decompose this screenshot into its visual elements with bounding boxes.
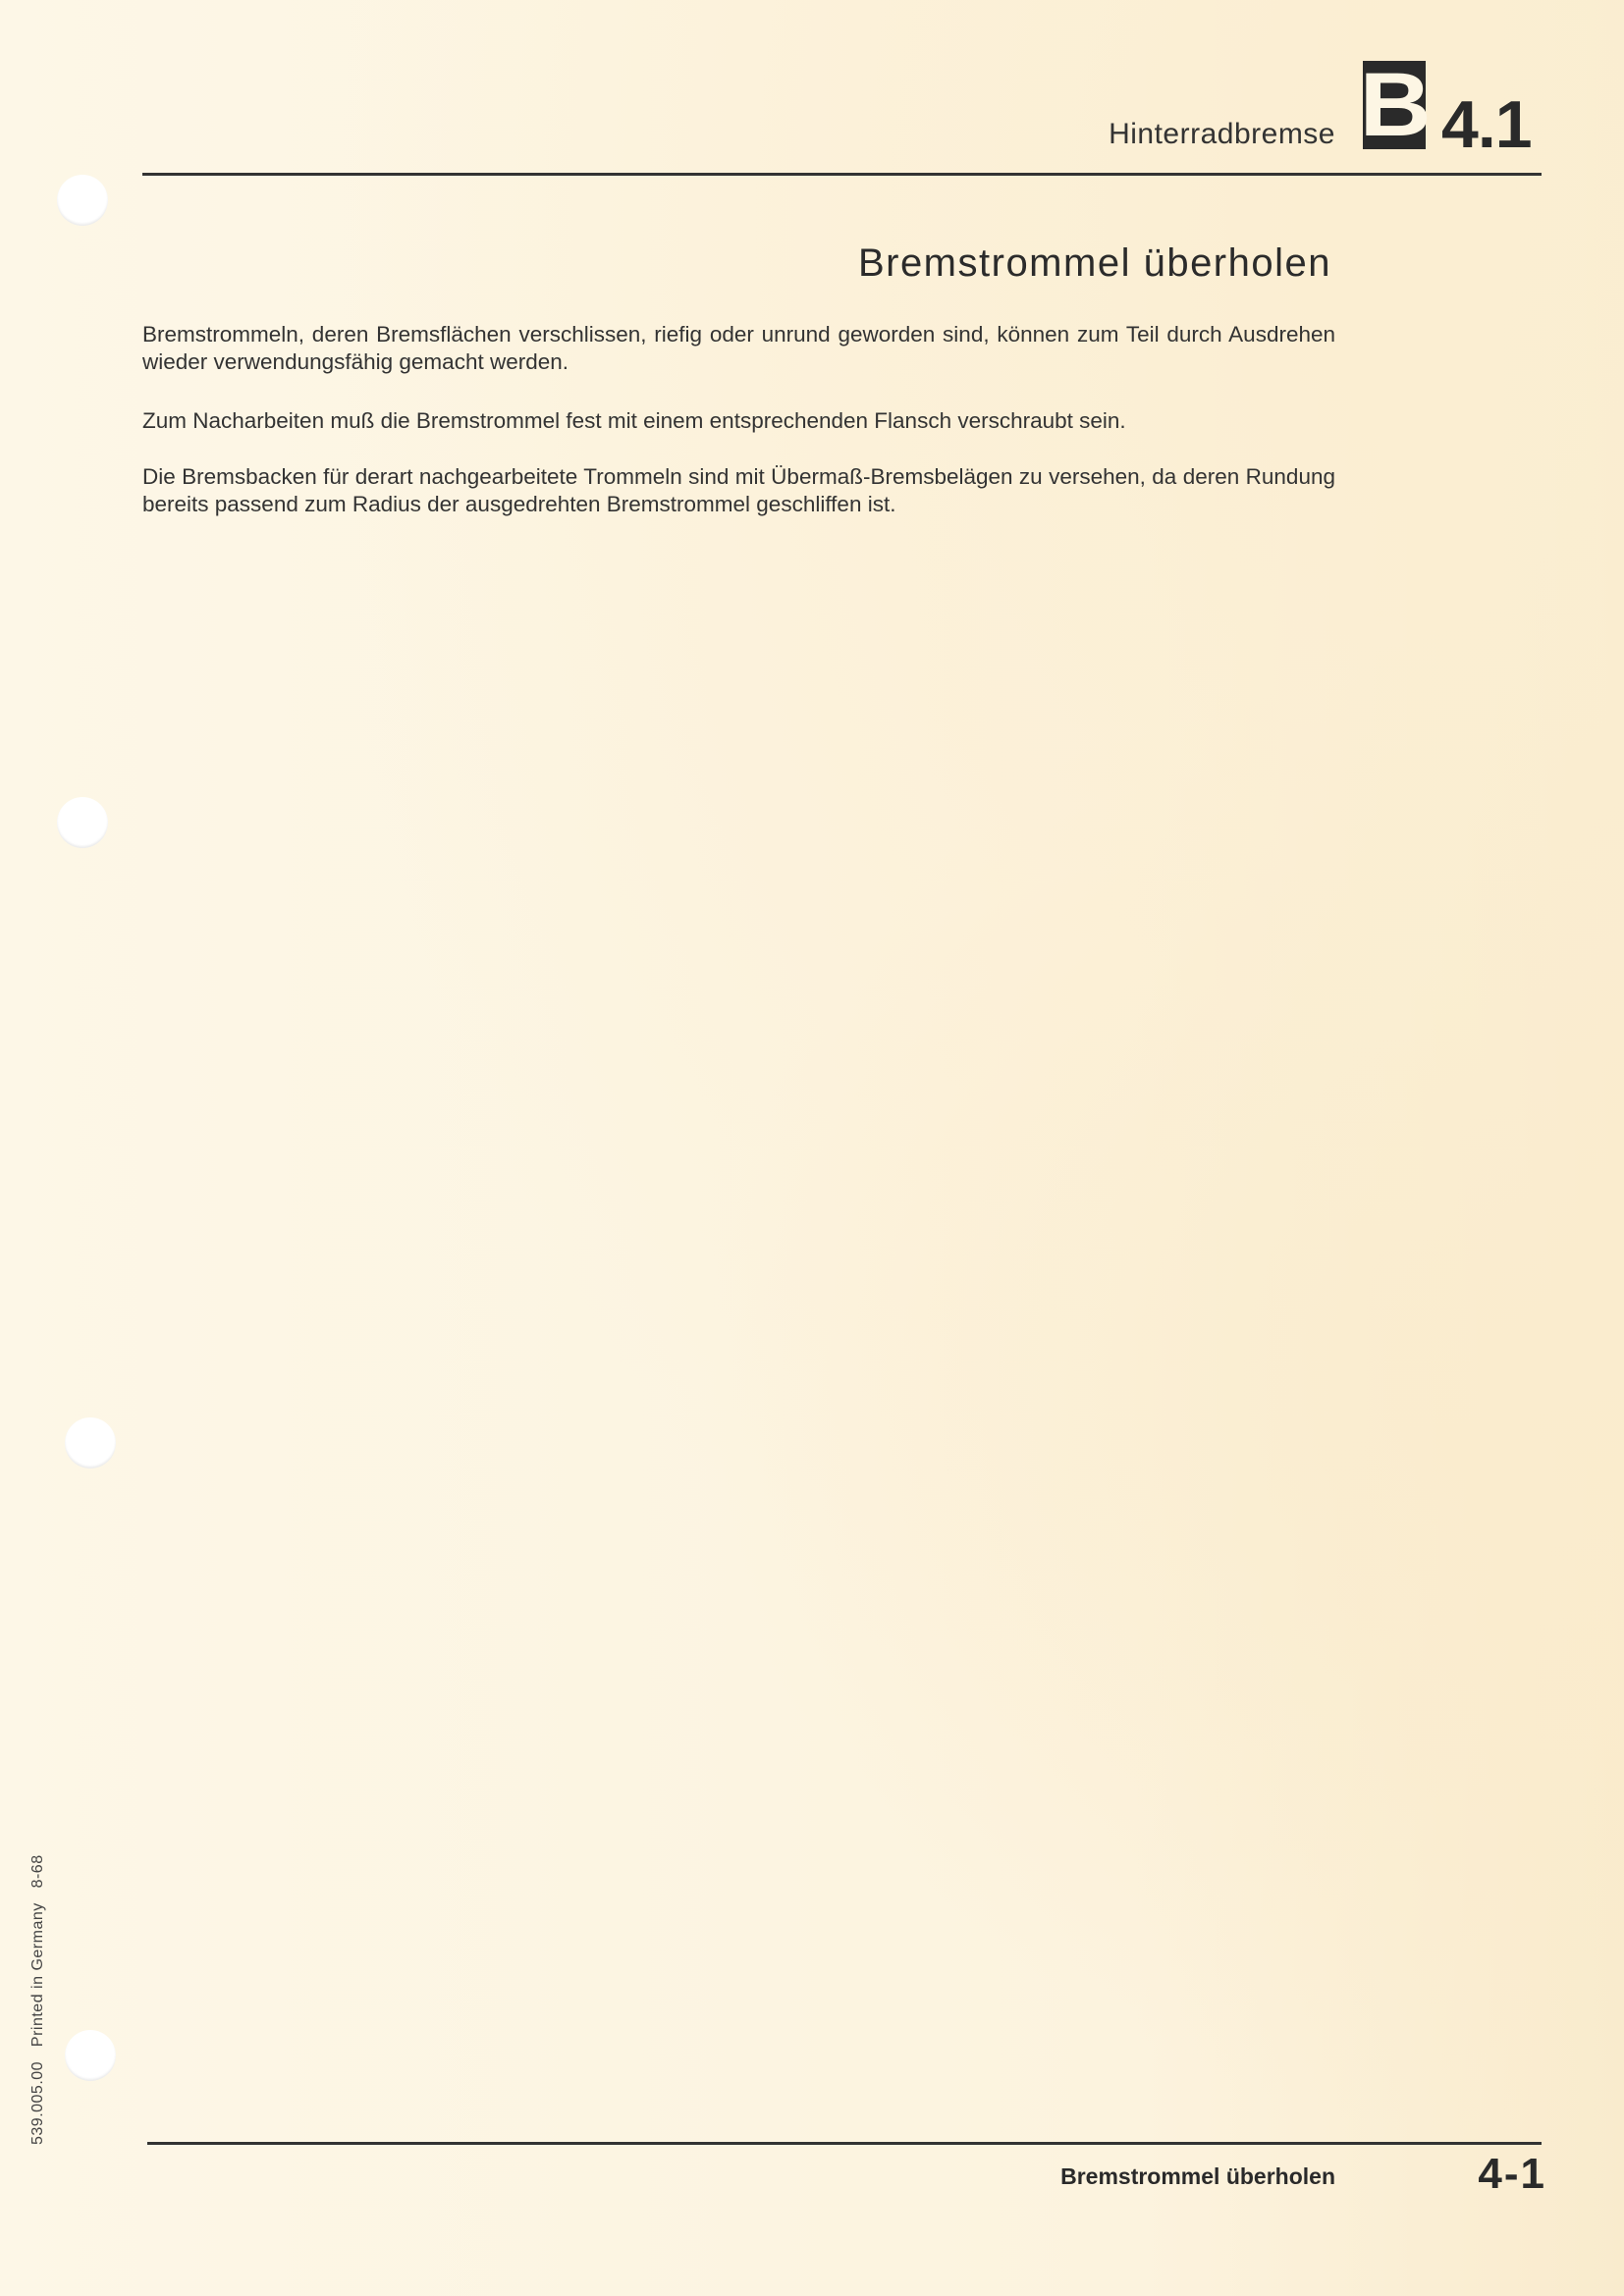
header-rule (142, 173, 1542, 176)
punch-hole-upper-middle (57, 797, 108, 848)
section-number: 4.1 (1441, 87, 1532, 162)
footer-rule (147, 2142, 1542, 2145)
section-letter-badge (1359, 55, 1432, 155)
paragraph-2: Zum Nacharbeiten muß die Bremstrommel fest mit einem entsprechenden Flansch verschraubt sein. (142, 408, 1126, 433)
section-letter: B (1359, 55, 1432, 155)
header-label: Hinterradbremse (1109, 118, 1335, 150)
print-side-note: 539.005.00 Printed in Germany 8-68 (29, 1854, 46, 2145)
paragraph-1: Bremstrommeln, deren Bremsflächen verschlissen, riefig oder unrund geworden sind, können zum Teil durch Ausdrehen wieder verwendungsfähig gemacht werden. (142, 322, 1335, 374)
punch-hole-lower-middle (65, 1417, 116, 1468)
paragraph-3: Die Bremsbacken für derart nachgearbeitete Trommeln sind mit Übermaß-Bremsbelägen zu versehen, da deren Rundung bereits passend zum Radius der ausgedrehten Bremstrommel geschliffen ist. (142, 464, 1335, 516)
punch-hole-bottom (65, 2030, 116, 2081)
footer-page-number: 4-1 (1478, 2150, 1546, 2198)
punch-hole-top (57, 175, 108, 226)
footer-title: Bremstrommel überholen (1060, 2163, 1335, 2189)
page-title: Bremstrommel überholen (857, 241, 1331, 285)
